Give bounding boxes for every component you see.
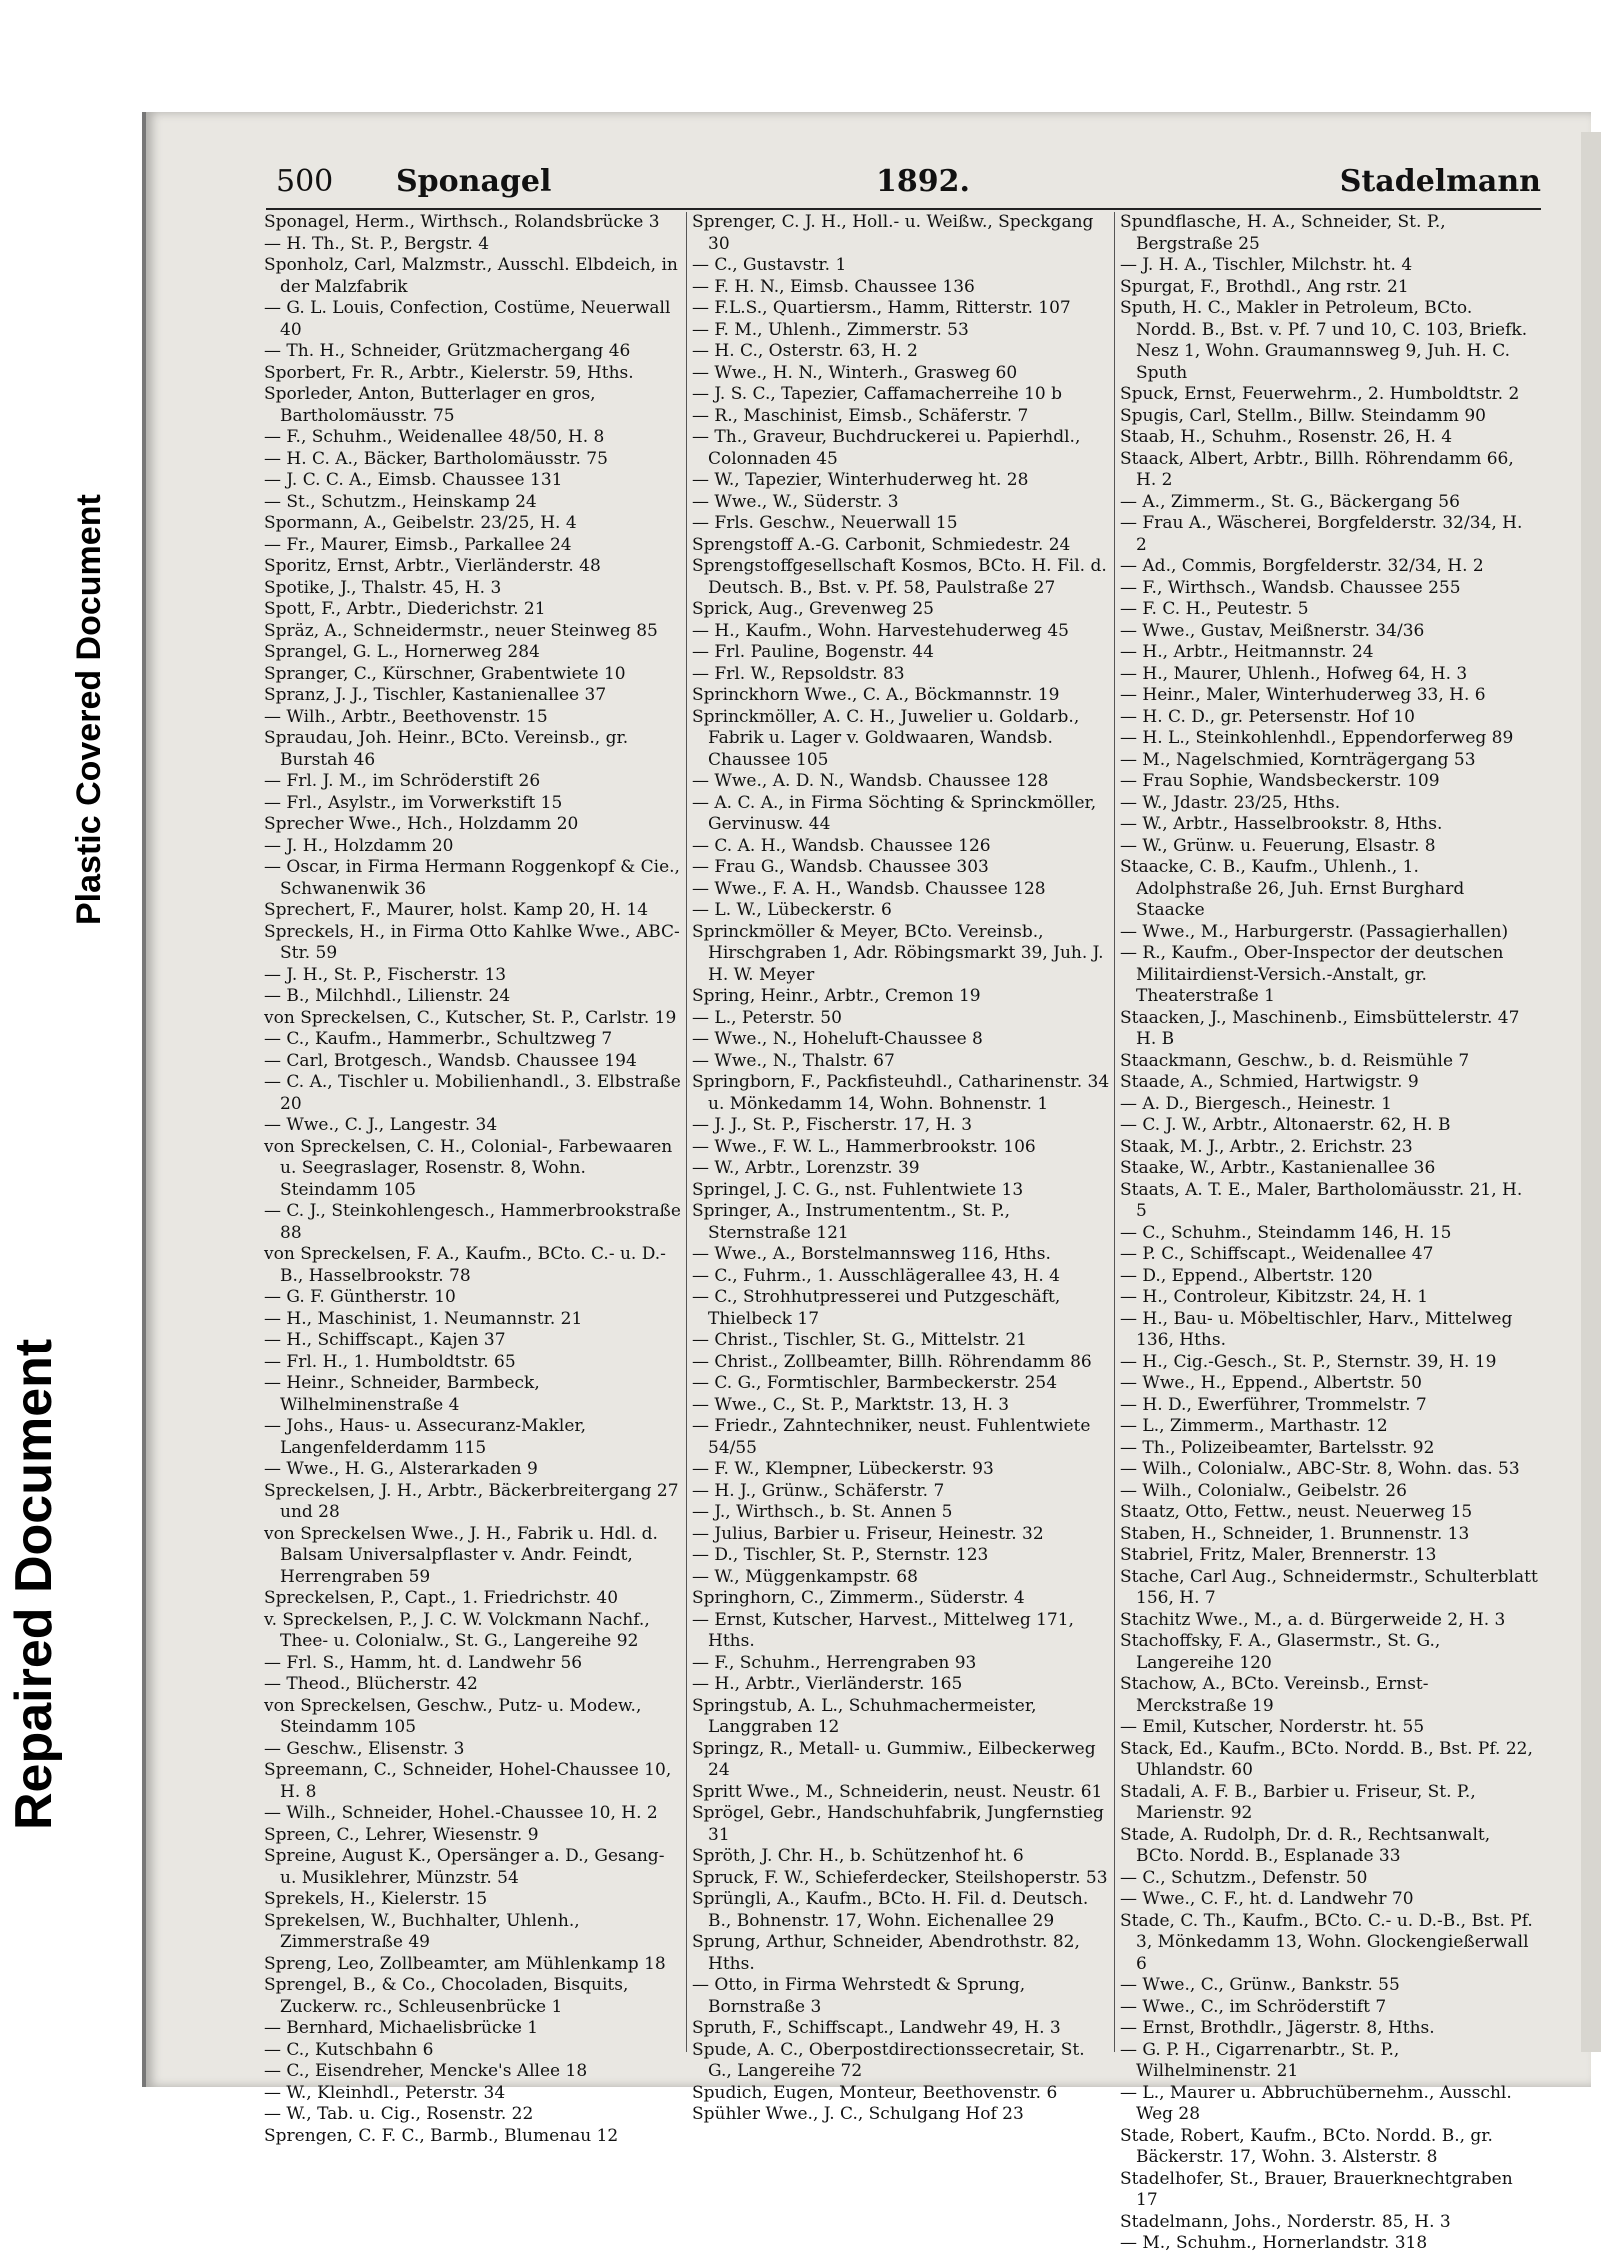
directory-entry: Staackmann, Geschw., b. d. Reismühle 7 bbox=[1120, 1050, 1470, 1071]
directory-entry: Spundflasche, H. A., Schneider, St. P., Bergstraße 25 bbox=[1120, 212, 1446, 254]
directory-entry: — Heinr., Schneider, Barmbeck, Wilhelminenstraße 4 bbox=[264, 1373, 540, 1415]
directory-entry: — H. D., Ewerführer, Trommelstr. 7 bbox=[1120, 1394, 1427, 1415]
directory-entry: — Wilh., Colonialw., ABC-Str. 8, Wohn. das. 53 bbox=[1120, 1459, 1520, 1479]
directory-entry: Sprenger, C. J. H., Holl.- u. Weißw., Speckgang 30 bbox=[692, 212, 1094, 254]
directory-entry: — H. J., Grünw., Schäferstr. 7 bbox=[692, 1480, 945, 1501]
directory-entry: — Bernhard, Michaelisbrücke 1 bbox=[264, 2018, 539, 2038]
directory-entry: Spreemann, C., Schneider, Hohel-Chaussee 10, H. 8 bbox=[264, 1760, 672, 1802]
directory-entry: Springel, J. C. G., nst. Fuhlentwiete 13 bbox=[692, 1179, 1024, 1200]
directory-entry: Sprengen, C. F. C., Barmb., Blumenau 12 bbox=[264, 2125, 619, 2146]
directory-entry: — Christ., Zollbeamter, Billh. Röhrendamm 86 bbox=[692, 1351, 1092, 1372]
directory-entry: Stache, Carl Aug., Schneidermstr., Schulterblatt 156, H. 7 bbox=[1120, 1566, 1538, 1608]
directory-entry: — M., Schuhm., Hornerlandstr. 318 bbox=[1120, 2233, 1428, 2253]
directory-entry: — Wwe., F. A. H., Wandsb. Chaussee 128 bbox=[692, 878, 1046, 899]
directory-entry: — C. J. W., Arbtr., Altonaerstr. 62, H. B bbox=[1120, 1115, 1451, 1135]
plastic-covered-label: Plastic Covered Document bbox=[70, 494, 108, 925]
directory-entry: — C. J., Steinkohlengesch., Hammerbrookstraße 88 bbox=[264, 1201, 681, 1243]
directory-entry: Springz, R., Metall- u. Gummiw., Eilbeckerweg 24 bbox=[692, 1738, 1096, 1780]
repaired-document-label: Repaired Document bbox=[5, 1338, 63, 1830]
directory-entry: — Wilh., Schneider, Hohel.-Chaussee 10, H. 2 bbox=[264, 1803, 658, 1823]
directory-entry: — D., Tischler, St. P., Sternstr. 123 bbox=[692, 1545, 989, 1565]
directory-entry: — Frls. Geschw., Neuerwall 15 bbox=[692, 513, 958, 533]
directory-entry: — Wwe., N., Hoheluft-Chaussee 8 bbox=[692, 1029, 983, 1049]
header-rule bbox=[266, 208, 1541, 210]
directory-entry: Spurgat, F., Brothdl., Ang rstr. 21 bbox=[1120, 276, 1409, 297]
directory-entry: — W., Jdastr. 23/25, Hths. bbox=[1120, 792, 1341, 813]
directory-entry: Spritt Wwe., M., Schneiderin, neust. Neustr. 61 bbox=[692, 1781, 1103, 1802]
directory-entry: Spreckelsen, J. H., Arbtr., Bäckerbreitergang 27 und 28 bbox=[264, 1480, 679, 1522]
directory-entry: — M., Nagelschmied, Kornträgergang 53 bbox=[1120, 749, 1476, 770]
directory-entry: — Emil, Kutscher, Norderstr. ht. 55 bbox=[1120, 1717, 1425, 1737]
directory-entry: — G. F. Güntherstr. 10 bbox=[264, 1287, 456, 1307]
directory-entry: — L. W., Lübeckerstr. 6 bbox=[692, 900, 892, 920]
directory-entry: Spühler Wwe., J. C., Schulgang Hof 23 bbox=[692, 2104, 1024, 2124]
directory-entry: Staacke, C. B., Kaufm., Uhlenh., 1. Adolphstraße 26, Juh. Ernst Burghard Staacke bbox=[1120, 857, 1465, 920]
directory-entry: — Wwe., F. W. L., Hammerbrookstr. 106 bbox=[692, 1136, 1036, 1157]
directory-entry: — H., Arbtr., Heitmannstr. 24 bbox=[1120, 642, 1374, 662]
directory-entry: — Frl. H., 1. Humboldtstr. 65 bbox=[264, 1351, 516, 1372]
directory-entry: Springer, A., Instrumententm., St. P., Sternstraße 121 bbox=[692, 1201, 1011, 1243]
directory-entry: — Ernst, Brothdlr., Jägerstr. 8, Hths. bbox=[1120, 2018, 1435, 2038]
directory-entry: — W., Tapezier, Winterhuderweg ht. 28 bbox=[692, 470, 1029, 490]
directory-entry: — C., Eisendreher, Mencke's Allee 18 bbox=[264, 2061, 588, 2081]
directory-entry: — G. P. H., Cigarrenarbtr., St. P., Wilhelminenstr. 21 bbox=[1120, 2039, 1400, 2081]
directory-entry: Spormann, A., Geibelstr. 23/25, H. 4 bbox=[264, 513, 577, 533]
directory-entry: Spotike, J., Thalstr. 45, H. 3 bbox=[264, 577, 502, 598]
directory-entry: — H. C. A., Bäcker, Bartholomäusstr. 75 bbox=[264, 448, 608, 469]
directory-entry: Spreckelsen, P., Capt., 1. Friedrichstr. 40 bbox=[264, 1588, 619, 1608]
directory-entry: Spranz, J. J., Tischler, Kastanienallee 37 bbox=[264, 685, 607, 705]
directory-entry: Sprögel, Gebr., Handschuhfabrik, Jungfernstieg 31 bbox=[692, 1803, 1104, 1845]
directory-entry: — F. W., Klempner, Lübeckerstr. 93 bbox=[692, 1459, 994, 1479]
directory-entry: Stachitz Wwe., M., a. d. Bürgerweide 2, H. 3 bbox=[1120, 1609, 1506, 1630]
directory-entry: — C., Schutzm., Defenstr. 50 bbox=[1120, 1867, 1368, 1888]
directory-entry: — H., Kaufm., Wohn. Harvestehuderweg 45 bbox=[692, 620, 1069, 641]
directory-entry: Sprangel, G. L., Hornerweg 284 bbox=[264, 642, 540, 662]
directory-entry: Sprekelsen, W., Buchhalter, Uhlenh., Zimmerstraße 49 bbox=[264, 1910, 580, 1952]
directory-entry: — C., Kutschbahn 6 bbox=[264, 2039, 434, 2060]
directory-entry: Spott, F., Arbtr., Diederichstr. 21 bbox=[264, 599, 546, 619]
directory-entry: — W., Grünw. u. Feuerung, Elsastr. 8 bbox=[1120, 835, 1436, 856]
directory-entry: — W., Arbtr., Hasselbrookstr. 8, Hths. bbox=[1120, 814, 1443, 834]
directory-entry: Sprinckhorn Wwe., C. A., Böckmannstr. 19 bbox=[692, 685, 1060, 705]
directory-entry: — G. L. Louis, Confection, Costüme, Neuerwall 40 bbox=[264, 298, 671, 340]
directory-entry: Spranger, C., Kürschner, Grabentwiete 10 bbox=[264, 663, 626, 684]
directory-entry: — H., Bau- u. Möbeltischler, Harv., Mittelweg 136, Hths. bbox=[1120, 1308, 1513, 1350]
directory-entry: — L., Maurer u. Abbruchübernehm., Ausschl. Weg 28 bbox=[1120, 2082, 1512, 2124]
directory-entry: Stadelhofer, St., Brauer, Brauerknechtgraben 17 bbox=[1120, 2168, 1513, 2210]
directory-entry: — Wwe., H. G., Alsterarkaden 9 bbox=[264, 1459, 538, 1479]
directory-entry: — Wwe., H., Eppend., Albertstr. 50 bbox=[1120, 1373, 1422, 1393]
directory-entry: — Theod., Blücherstr. 42 bbox=[264, 1674, 478, 1694]
directory-entry: Sprung, Arthur, Schneider, Abendrothstr. 82, Hths. bbox=[692, 1932, 1080, 1974]
directory-entry: Sprüngli, A., Kaufm., BCto. H. Fil. d. Deutsch. B., Bohnenstr. 17, Wohn. Eichenallee 29 bbox=[692, 1889, 1089, 1931]
directory-entry: Sporbert, Fr. R., Arbtr., Kielerstr. 59, Hths. bbox=[264, 362, 634, 383]
directory-entry: — Heinr., Maler, Winterhuderweg 33, H. 6 bbox=[1120, 685, 1486, 705]
directory-entry: Spugis, Carl, Stellm., Billw. Steindamm 90 bbox=[1120, 405, 1486, 426]
directory-entry: — C. A. H., Wandsb. Chaussee 126 bbox=[692, 835, 991, 856]
directory-entry: Springhorn, C., Zimmerm., Süderstr. 4 bbox=[692, 1588, 1025, 1608]
column-divider bbox=[686, 212, 687, 2052]
directory-entry: Staacken, J., Maschinenb., Eimsbüttelerstr. 47 H. B bbox=[1120, 1007, 1520, 1049]
directory-page bbox=[142, 112, 1591, 2253]
directory-entry: — Th., Polizeibeamter, Bartelsstr. 92 bbox=[1120, 1437, 1435, 1458]
directory-entry: — H., Schiffscapt., Kajen 37 bbox=[264, 1330, 506, 1350]
directory-entry: — Fr., Maurer, Eimsb., Parkallee 24 bbox=[264, 534, 572, 555]
directory-entry: — Wwe., C., Grünw., Bankstr. 55 bbox=[1120, 1975, 1400, 1995]
directory-entry: von Spreckelsen, F. A., Kaufm., BCto. C.- u. D.-B., Hasselbrookstr. 78 bbox=[264, 1244, 666, 1286]
column-2 bbox=[692, 212, 1110, 2124]
directory-entry: — R., Maschinist, Eimsb., Schäferstr. 7 bbox=[692, 405, 1029, 426]
directory-entry: Spraudau, Joh. Heinr., BCto. Vereinsb., gr. Burstah 46 bbox=[264, 728, 629, 770]
directory-entry: Stack, Ed., Kaufm., BCto. Nordd. B., Bst. Pf. 22, Uhlandstr. 60 bbox=[1120, 1738, 1533, 1780]
directory-entry: Sporitz, Ernst, Arbtr., Vierländerstr. 48 bbox=[264, 556, 601, 576]
directory-entry: — J. H. A., Tischler, Milchstr. ht. 4 bbox=[1120, 255, 1413, 275]
directory-entry: Sponholz, Carl, Malzmstr., Ausschl. Elbdeich, in der Malzfabrik bbox=[264, 255, 678, 297]
directory-entry: — H., Controleur, Kibitzstr. 24, H. 1 bbox=[1120, 1287, 1429, 1307]
directory-entry: Sprick, Aug., Grevenweg 25 bbox=[692, 599, 934, 619]
directory-entry: — Wilh., Arbtr., Beethovenstr. 15 bbox=[264, 706, 548, 727]
directory-entry: — J. J., St. P., Fischerstr. 17, H. 3 bbox=[692, 1115, 973, 1135]
directory-entry: Spreen, C., Lehrer, Wiesenstr. 9 bbox=[264, 1824, 539, 1845]
directory-entry: Spreckels, H., in Firma Otto Kahlke Wwe., ABC-Str. 59 bbox=[264, 921, 680, 963]
directory-entry: Stabriel, Fritz, Maler, Brennerstr. 13 bbox=[1120, 1545, 1437, 1565]
directory-entry: — F.L.S., Quartiersm., Hamm, Ritterstr. 107 bbox=[692, 298, 1071, 318]
directory-entry: Sporleder, Anton, Butterlager en gros, Bartholomäusstr. 75 bbox=[264, 384, 596, 426]
directory-entry: — H., Maurer, Uhlenh., Hofweg 64, H. 3 bbox=[1120, 663, 1468, 684]
directory-entry: von Spreckelsen, C. H., Colonial-, Farbewaaren u. Seegraslager, Rosenstr. 8, Wohn. Steindamm 105 bbox=[264, 1136, 673, 1200]
directory-entry: Staake, W., Arbtr., Kastanienallee 36 bbox=[1120, 1158, 1436, 1178]
directory-entry: — W., Kleinhdl., Peterstr. 34 bbox=[264, 2082, 506, 2103]
directory-entry: Spudich, Eugen, Monteur, Beethovenstr. 6 bbox=[692, 2082, 1058, 2103]
directory-entry: Staab, H., Schuhm., Rosenstr. 26, H. 4 bbox=[1120, 427, 1453, 447]
directory-entry: — H., Cig.-Gesch., St. P., Sternstr. 39, H. 19 bbox=[1120, 1351, 1497, 1372]
directory-entry: — H., Arbtr., Vierländerstr. 165 bbox=[692, 1674, 963, 1694]
directory-entry: — Christ., Tischler, St. G., Mittelstr. 21 bbox=[692, 1330, 1027, 1350]
page-edge bbox=[1581, 132, 1601, 2052]
directory-entry: — Wwe., M., Harburgerstr. (Passagierhallen) bbox=[1120, 921, 1509, 942]
directory-entry: — Ernst, Kutscher, Harvest., Mittelweg 171, Hths. bbox=[692, 1609, 1074, 1651]
directory-entry: Staade, A., Schmied, Hartwigstr. 9 bbox=[1120, 1072, 1419, 1092]
directory-entry: — Frau A., Wäscherei, Borgfelderstr. 32/34, H. 2 bbox=[1120, 513, 1523, 555]
directory-entry: von Spreckelsen Wwe., J. H., Fabrik u. Hdl. d. Balsam Universalpflaster v. Andr. Feindt, Herrengraben 59 bbox=[264, 1523, 658, 1587]
last-entry-keyword: Stadelmann bbox=[1339, 164, 1541, 199]
directory-entry: — Otto, in Firma Wehrstedt & Sprung, Bornstraße 3 bbox=[692, 1975, 1026, 2017]
directory-entry: — Th., Graveur, Buchdruckerei u. Papierhdl., Colonnaden 45 bbox=[692, 427, 1081, 469]
directory-entry: — Friedr., Zahntechniker, neust. Fuhlentwiete 54/55 bbox=[692, 1416, 1091, 1458]
directory-entry: — J. C. C. A., Eimsb. Chaussee 131 bbox=[264, 470, 563, 490]
directory-entry: Spröth, J. Chr. H., b. Schützenhof ht. 6 bbox=[692, 1846, 1024, 1866]
directory-entry: Sprinckmöller & Meyer, BCto. Vereinsb., Hirschgraben 1, Adr. Röbingsmarkt 39, Juh. J. H. W. Meyer bbox=[692, 921, 1104, 985]
directory-entry: Sprekels, H., Kielerstr. 15 bbox=[264, 1889, 488, 1909]
scan-margin bbox=[0, 0, 1600, 60]
directory-entry: — A. C. A., in Firma Söchting & Sprinckmöller, Gervinusw. 44 bbox=[692, 792, 1097, 834]
directory-entry: — Frl. W., Repsoldstr. 83 bbox=[692, 663, 905, 684]
directory-entry: Staats, A. T. E., Maler, Bartholomäusstr. 21, H. 5 bbox=[1120, 1179, 1523, 1221]
directory-entry: Staatz, Otto, Fettw., neust. Neuerweg 15 bbox=[1120, 1502, 1473, 1522]
directory-entry: Staak, M. J., Arbtr., 2. Erichstr. 23 bbox=[1120, 1136, 1413, 1157]
directory-entry: — H. C. D., gr. Petersenstr. Hof 10 bbox=[1120, 706, 1415, 727]
directory-entry: — C., Schuhm., Steindamm 146, H. 15 bbox=[1120, 1222, 1452, 1243]
directory-entry: — Wwe., C. F., ht. d. Landwehr 70 bbox=[1120, 1889, 1414, 1909]
directory-entry: — Frl. J. M., im Schröderstift 26 bbox=[264, 771, 541, 791]
directory-entry: v. Spreckelsen, P., J. C. W. Volckmann Nachf., Thee- u. Colonialw., St. G., Langereihe 92 bbox=[264, 1609, 650, 1651]
directory-entry: — H. L., Steinkohlenhdl., Eppendorferweg 89 bbox=[1120, 728, 1514, 748]
directory-entry: Stadali, A. F. B., Barbier u. Friseur, St. P., Marienstr. 92 bbox=[1120, 1781, 1476, 1823]
directory-entry: — W., Tab. u. Cig., Rosenstr. 22 bbox=[264, 2104, 534, 2124]
directory-entry: — Oscar, in Firma Hermann Roggenkopf & Cie., Schwanenwik 36 bbox=[264, 857, 680, 899]
directory-entry: — Frau Sophie, Wandsbeckerstr. 109 bbox=[1120, 771, 1440, 791]
directory-entry: — Frau G., Wandsb. Chaussee 303 bbox=[692, 857, 989, 877]
directory-entry: — L., Peterstr. 50 bbox=[692, 1007, 842, 1028]
directory-entry: Sponagel, Herm., Wirthsch., Rolandsbrücke 3 bbox=[264, 212, 660, 232]
directory-entry: — F. H. N., Eimsb. Chaussee 136 bbox=[692, 276, 975, 297]
directory-entry: — C., Kaufm., Hammerbr., Schultzweg 7 bbox=[264, 1029, 613, 1049]
directory-entry: Spruth, F., Schiffscapt., Landwehr 49, H. 3 bbox=[692, 2018, 1061, 2038]
directory-entry: — H. C., Osterstr. 63, H. 2 bbox=[692, 341, 918, 361]
directory-entry: — Wwe., N., Thalstr. 67 bbox=[692, 1050, 895, 1071]
directory-entry: Springborn, F., Packfisteuhdl., Catharinenstr. 34 u. Mönkedamm 14, Wohn. Bohnenstr. 1 bbox=[692, 1072, 1110, 1114]
directory-entry: — A., Zimmerm., St. G., Bäckergang 56 bbox=[1120, 491, 1460, 512]
directory-entry: Spreine, August K., Opersänger a. D., Gesang- u. Musiklehrer, Münzstr. 54 bbox=[264, 1846, 665, 1888]
directory-entry: — F., Wirthsch., Wandsb. Chaussee 255 bbox=[1120, 577, 1461, 598]
directory-entry: — H., Maschinist, 1. Neumannstr. 21 bbox=[264, 1308, 583, 1329]
directory-entry: Sprengstoffgesellschaft Kosmos, BCto. H. Fil. d. Deutsch. B., Bst. v. Pf. 58, Paulstraße 27 bbox=[692, 556, 1107, 598]
directory-entry: — J., Wirthsch., b. St. Annen 5 bbox=[692, 1502, 953, 1522]
directory-entry: Spude, A. C., Oberpostdirectionssecretair, St. G., Langereihe 72 bbox=[692, 2039, 1085, 2081]
page-header bbox=[276, 164, 1541, 214]
directory-entry: Springstub, A. L., Schuhmachermeister, Langgraben 12 bbox=[692, 1695, 1037, 1737]
directory-entry: — Wwe., A., Borstelmannsweg 116, Hths. bbox=[692, 1244, 1051, 1264]
directory-entry: von Spreckelsen, C., Kutscher, St. P., Carlstr. 19 bbox=[264, 1007, 677, 1028]
directory-entry: — Wwe., W., Süderstr. 3 bbox=[692, 491, 899, 512]
directory-entry: — Wilh., Colonialw., Geibelstr. 26 bbox=[1120, 1480, 1407, 1501]
directory-entry: — C. A., Tischler u. Mobilienhandl., 3. Elbstraße 20 bbox=[264, 1072, 681, 1114]
directory-entry: — H. Th., St. P., Bergstr. 4 bbox=[264, 233, 490, 254]
directory-entry: — B., Milchhdl., Lilienstr. 24 bbox=[264, 986, 511, 1006]
directory-entry: — Wwe., A. D. N., Wandsb. Chaussee 128 bbox=[692, 771, 1049, 791]
directory-entry: — F. M., Uhlenh., Zimmerstr. 53 bbox=[692, 319, 969, 340]
directory-entry: — C., Strohhutpresserei und Putzgeschäft, Thielbeck 17 bbox=[692, 1287, 1061, 1329]
directory-entry: — Ad., Commis, Borgfelderstr. 32/34, H. 2 bbox=[1120, 556, 1484, 576]
directory-entry: — Frl. S., Hamm, ht. d. Landwehr 56 bbox=[264, 1652, 583, 1673]
directory-entry: — Frl. Pauline, Bogenstr. 44 bbox=[692, 642, 934, 662]
directory-entry: — Julius, Barbier u. Friseur, Heinestr. 32 bbox=[692, 1523, 1044, 1544]
directory-entry: Spring, Heinr., Arbtr., Cremon 19 bbox=[692, 986, 981, 1006]
directory-entry: Stachow, A., BCto. Vereinsb., Ernst-Merckstraße 19 bbox=[1120, 1674, 1429, 1716]
directory-entry: Spräz, A., Schneidermstr., neuer Steinweg 85 bbox=[264, 620, 658, 641]
document-condition-labels bbox=[0, 380, 150, 1830]
directory-entry: — J. H., St. P., Fischerstr. 13 bbox=[264, 964, 507, 985]
page-number: 500 bbox=[276, 164, 334, 199]
directory-entry: — D., Eppend., Albertstr. 120 bbox=[1120, 1265, 1373, 1286]
directory-entry: Spruck, F. W., Schieferdecker, Steilshoperstr. 53 bbox=[692, 1867, 1108, 1888]
directory-entry: Stadelmann, Johs., Norderstr. 85, H. 3 bbox=[1120, 2211, 1451, 2232]
directory-entry: Sprengel, B., & Co., Chocoladen, Bisquits, Zuckerw. rc., Schleusenbrücke 1 bbox=[264, 1975, 629, 2017]
directory-entry: — Th. H., Schneider, Grützmachergang 46 bbox=[264, 341, 631, 361]
first-entry-keyword: Sponagel bbox=[396, 164, 552, 199]
column-divider bbox=[1114, 212, 1115, 2052]
directory-entry: — J. H., Holzdamm 20 bbox=[264, 835, 454, 856]
column-1 bbox=[264, 212, 682, 2146]
directory-entry: Sprinckmöller, A. C. H., Juwelier u. Goldarb., Fabrik u. Lager v. Goldwaaren, Wandsb. Chaussee 105 bbox=[692, 706, 1080, 770]
directory-entry: — C. G., Formtischler, Barmbeckerstr. 254 bbox=[692, 1373, 1058, 1393]
directory-entry: — P. C., Schiffscapt., Weidenallee 47 bbox=[1120, 1244, 1434, 1264]
directory-entry: Sprecher Wwe., Hch., Holzdamm 20 bbox=[264, 814, 579, 834]
directory-entry: — Wwe., Gustav, Meißnerstr. 34/36 bbox=[1120, 620, 1425, 641]
directory-entry: Sputh, H. C., Makler in Petroleum, BCto. Nordd. B., Bst. v. Pf. 7 und 10, C. 103, Briefk. Nesz 1, Wohn. Graumannsweg 9, Juh. H. C. Sputh bbox=[1120, 298, 1528, 383]
directory-entry: — Frl., Asylstr., im Vorwerkstift 15 bbox=[264, 792, 563, 813]
directory-entry: — Geschw., Elisenstr. 3 bbox=[264, 1738, 465, 1759]
directory-entry: Sprechert, F., Maurer, holst. Kamp 20, H. 14 bbox=[264, 900, 649, 920]
directory-entry: Staben, H., Schneider, 1. Brunnenstr. 13 bbox=[1120, 1523, 1470, 1544]
directory-entry: — W., Müggenkampstr. 68 bbox=[692, 1566, 918, 1587]
directory-entry: Sprengstoff A.-G. Carbonit, Schmiedestr. 24 bbox=[692, 534, 1071, 555]
directory-entry: — C., Fuhrm., 1. Ausschlägerallee 43, H. 4 bbox=[692, 1265, 1060, 1286]
directory-entry: — Wwe., C., im Schröderstift 7 bbox=[1120, 1996, 1387, 2017]
directory-entry: von Spreckelsen, Geschw., Putz- u. Modew., Steindamm 105 bbox=[264, 1695, 642, 1737]
directory-entry: — Wwe., H. N., Winterh., Grasweg 60 bbox=[692, 362, 1018, 383]
directory-entry: — Wwe., C. J., Langestr. 34 bbox=[264, 1115, 498, 1135]
directory-entry: — A. D., Biergesch., Heinestr. 1 bbox=[1120, 1093, 1392, 1114]
directory-entry: — L., Zimmerm., Marthastr. 12 bbox=[1120, 1416, 1388, 1436]
column-3 bbox=[1120, 212, 1538, 2253]
directory-entry: — Wwe., C., St. P., Marktstr. 13, H. 3 bbox=[692, 1394, 1010, 1415]
directory-entry: — Carl, Brotgesch., Wandsb. Chaussee 194 bbox=[264, 1050, 637, 1071]
directory-year: 1892. bbox=[876, 164, 970, 199]
directory-entry: Stade, Robert, Kaufm., BCto. Nordd. B., gr. Bäckerstr. 17, Wohn. 3. Alsterstr. 8 bbox=[1120, 2125, 1493, 2167]
directory-entry: — W., Arbtr., Lorenzstr. 39 bbox=[692, 1158, 920, 1178]
directory-entry: — F. C. H., Peutestr. 5 bbox=[1120, 599, 1309, 619]
directory-entry: — R., Kaufm., Ober-Inspector der deutschen Militairdienst-Versich.-Anstalt, gr. Theaterstraße 1 bbox=[1120, 943, 1504, 1006]
directory-entry: — F., Schuhm., Herrengraben 93 bbox=[692, 1652, 977, 1673]
directory-entry: — Johs., Haus- u. Assecuranz-Makler, Langenfelderdamm 115 bbox=[264, 1416, 587, 1458]
directory-entry: Stade, A. Rudolph, Dr. d. R., Rechtsanwalt, BCto. Nordd. B., Esplanade 33 bbox=[1120, 1824, 1491, 1866]
directory-entry: — St., Schutzm., Heinskamp 24 bbox=[264, 491, 537, 512]
directory-entry: Stachoffsky, F. A., Glasermstr., St. G., Langereihe 120 bbox=[1120, 1631, 1441, 1673]
directory-entry: Spreng, Leo, Zollbeamter, am Mühlenkamp 18 bbox=[264, 1953, 666, 1974]
directory-entry: — J. S. C., Tapezier, Caffamacherreihe 10 b bbox=[692, 384, 1063, 404]
directory-entry: Staack, Albert, Arbtr., Billh. Röhrendamm 66, H. 2 bbox=[1120, 448, 1514, 490]
directory-entry: — F., Schuhm., Weidenallee 48/50, H. 8 bbox=[264, 427, 605, 447]
directory-entry: Spuck, Ernst, Feuerwehrm., 2. Humboldtstr. 2 bbox=[1120, 384, 1520, 404]
directory-entry: Stade, C. Th., Kaufm., BCto. C.- u. D.-B., Bst. Pf. 3, Mönkedamm 13, Wohn. Glockengießerwall 6 bbox=[1120, 1910, 1533, 1974]
directory-entry: — C., Gustavstr. 1 bbox=[692, 255, 847, 275]
